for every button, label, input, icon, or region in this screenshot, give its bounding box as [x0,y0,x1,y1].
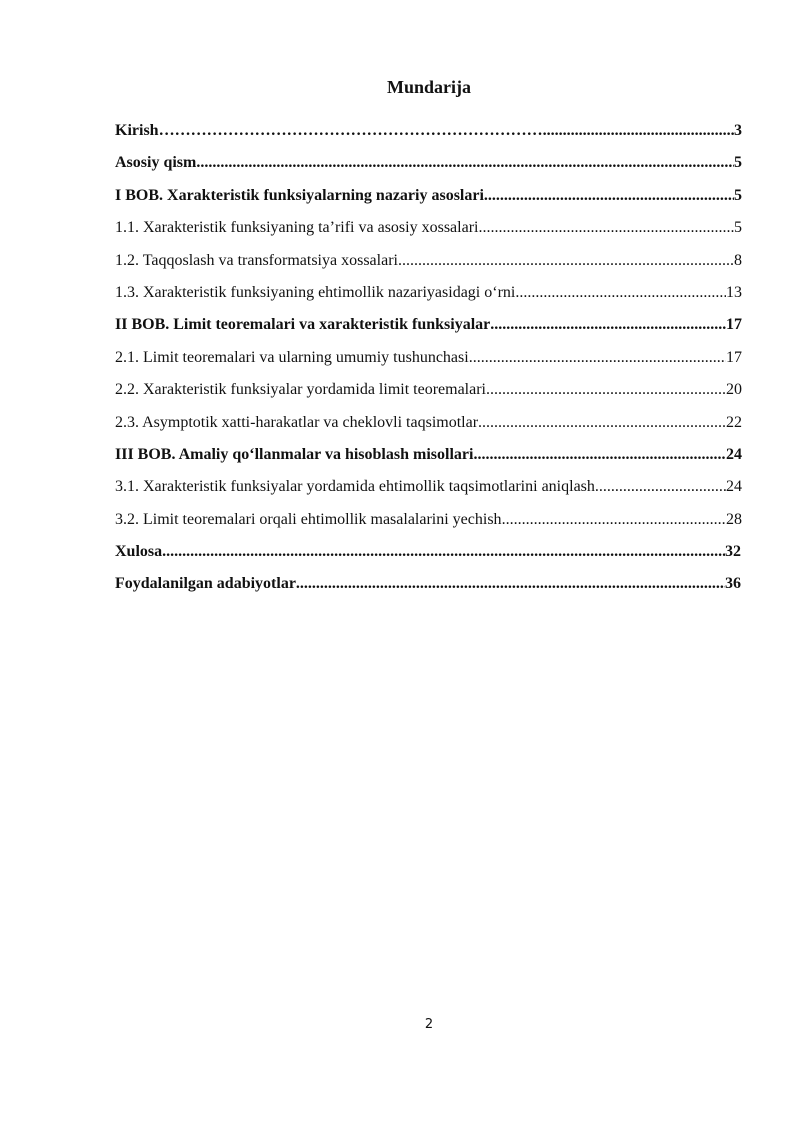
toc-entry-page: 36 [725,575,741,593]
dot-leader [196,152,734,174]
toc-entry-page: 17 [726,316,742,334]
toc-entry-section-3-2[interactable] [115,509,742,541]
toc-entry-page: 3 [734,122,742,139]
dot-leader [515,282,726,304]
toc-entry-page: 24 [726,478,742,496]
toc-entry-text: Foydalanilgan adabiyotlar [115,575,296,593]
dot-leader [595,476,726,498]
dot-leader [486,379,726,401]
toc-entry-chapter-1[interactable] [115,185,742,217]
table-of-contents [115,120,742,606]
toc-entry-page: 17 [726,348,742,366]
toc-entry-text: 1.2. Taqqoslash va transformatsiya xossalari [115,251,398,269]
toc-entry-page: 8 [734,251,742,269]
toc-entry-asosiy-qism[interactable] [115,152,742,184]
toc-entry-text: 2.2. Xarakteristik funksiyalar yordamida limit teoremalari [115,381,486,399]
dot-leader [469,347,726,369]
toc-entry-text: 1.1. Xarakteristik funksiyaning ta’rifi va asosiy xossalari [115,219,479,237]
dot-leader [490,314,726,336]
toc-entry-text: 2.3. Asymptotik xatti-harakatlar va cheklovli taqsimotlar [115,413,479,431]
toc-entry-section-1-2[interactable] [115,250,742,282]
toc-entry-page: 5 [734,219,742,237]
toc-entry-text: 2.1. Limit teoremalari va ularning umumiy tushunchasi [115,348,469,366]
toc-entry-chapter-2[interactable] [115,314,742,346]
toc-entry-section-2-3[interactable] [115,412,742,444]
toc-entry-page: 24 [726,445,742,463]
dot-leader [543,120,734,142]
toc-entry-page: 5 [734,154,742,172]
toc-entry-page: 5 [734,186,742,204]
dot-leader [398,250,734,272]
dot-leader [162,541,725,563]
page-number: 2 [424,1017,434,1032]
toc-entry-text: II BOB. Limit teoremalari va xarakteristik funksiyalar [115,316,491,334]
toc-entry-text: 1.3. Xarakteristik funksiyaning ehtimollik nazariyasidagi o‘rni [115,283,516,301]
toc-entry-text: 3.2. Limit teoremalari orqali ehtimollik masalalarini yechish [115,510,502,528]
dot-leader [502,509,726,531]
toc-entry-section-1-1[interactable] [115,217,742,249]
toc-entry-xulosa[interactable] [115,541,741,573]
dot-leader [478,217,734,239]
toc-entry-section-2-1[interactable] [115,347,742,379]
toc-entry-text: III BOB. Amaliy qo‘llanmalar va hisoblash misollari [115,445,474,463]
toc-entry-adabiyotlar[interactable] [115,573,741,605]
toc-entry-section-1-3[interactable] [115,282,742,314]
toc-entry-chapter-3[interactable] [115,444,742,476]
toc-entry-text: Asosiy qism [115,154,197,172]
dot-leader [296,573,725,595]
toc-entry-text: 3.1. Xarakteristik funksiyalar yordamida ehtimollik taqsimotlarini aniqlash [115,478,595,496]
dot-leader [484,185,734,207]
toc-entry-kirish[interactable] [115,120,742,152]
toc-entry-section-3-1[interactable] [115,476,742,508]
toc-entry-text: I BOB. Xarakteristik funksiyalarning nazariy asoslari [115,186,484,204]
toc-title: Mundarija [386,77,471,97]
toc-entry-page: 13 [726,283,742,301]
toc-entry-text: Kirish……………………………………………………………… [115,122,543,139]
toc-entry-section-2-2[interactable] [115,379,742,411]
dot-leader [473,444,726,466]
toc-entry-page: 22 [726,413,742,431]
toc-entry-page: 28 [726,510,742,528]
toc-entry-text: Xulosa [115,543,163,561]
toc-entry-page: 20 [726,381,742,399]
toc-entry-page: 32 [725,543,741,561]
dot-leader [478,412,726,434]
